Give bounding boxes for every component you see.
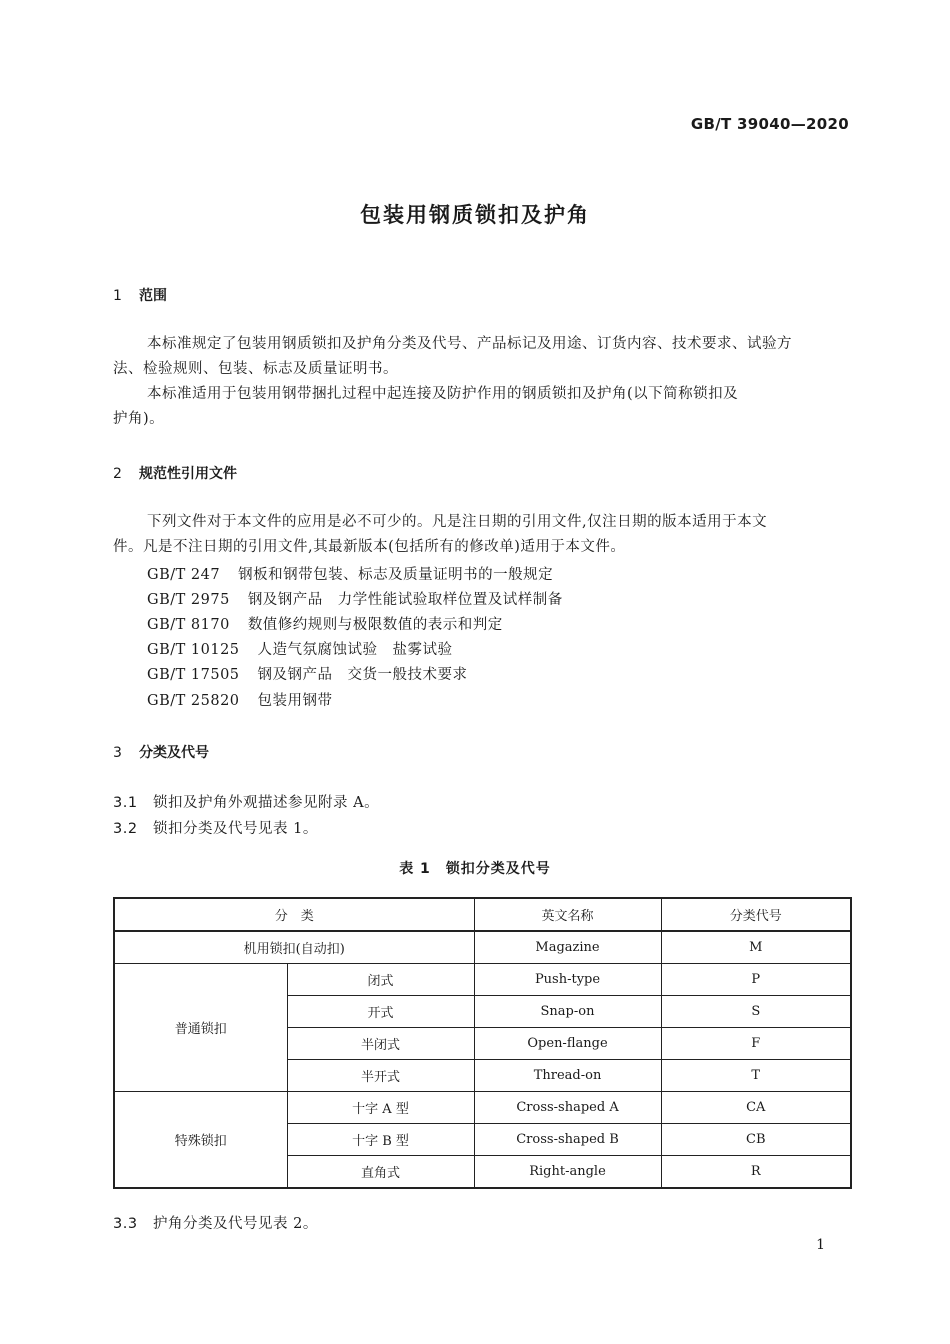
- cell-code: T: [661, 1060, 851, 1092]
- paragraph-line: 本标准规定了包装用钢质锁扣及护角分类及代号、产品标记及用途、订货内容、技术要求、试验方: [147, 336, 792, 352]
- cell-group: 普通锁扣: [114, 964, 287, 1092]
- clause-number: 3.3: [113, 1216, 138, 1232]
- section-3-heading: [113, 742, 209, 762]
- standard-number: GB/T 39040—2020: [690, 115, 849, 133]
- document-title: 包装用钢质锁扣及护角: [360, 203, 590, 227]
- paragraph-line: 护角)。: [113, 411, 165, 427]
- cell-group: 特殊锁扣: [114, 1092, 287, 1189]
- page-number: 1: [816, 1237, 825, 1253]
- cell-english: Cross-shaped B: [474, 1124, 661, 1156]
- clause-text: 锁扣及护角外观描述参见附录 A。: [153, 795, 380, 811]
- section-1-paragraph-1: [113, 332, 850, 382]
- paragraph-line: 下列文件对于本文件的应用是必不可少的。凡是注日期的引用文件,仅注日期的版本适用于本文: [147, 514, 768, 530]
- section-number: 1: [113, 288, 122, 304]
- cell-code: S: [661, 996, 851, 1028]
- reference-item: [147, 689, 333, 710]
- reference-code: GB/T 2975: [147, 592, 230, 608]
- cell-code: M: [661, 931, 851, 964]
- cell-type: 开式: [287, 996, 474, 1028]
- section-1-heading: [113, 285, 167, 305]
- header-category: 分 类: [114, 898, 474, 931]
- reference-title: 钢板和钢带包装、标志及质量证明书的一般规定: [238, 567, 554, 583]
- cell-code: CB: [661, 1124, 851, 1156]
- clause-3-2: [113, 817, 318, 838]
- paragraph-line: 本标准适用于包装用钢带捆扎过程中起连接及防护作用的钢质锁扣及护角(以下简称锁扣及: [147, 386, 739, 402]
- paragraph-line: 件。凡是不注日期的引用文件,其最新版本(包括所有的修改单)适用于本文件。: [113, 539, 626, 555]
- section-title: 规范性引用文件: [139, 466, 237, 482]
- cell-english: Right-angle: [474, 1156, 661, 1189]
- cell-type: 半开式: [287, 1060, 474, 1092]
- table-1: [113, 897, 852, 1189]
- cell-type: 机用锁扣(自动扣): [114, 931, 474, 964]
- reference-title: 钢及钢产品 交货一般技术要求: [257, 667, 468, 683]
- reference-title: 人造气氛腐蚀试验 盐雾试验: [257, 642, 453, 658]
- clause-text: 护角分类及代号见表 2。: [153, 1216, 318, 1232]
- cell-type: 十字 B 型: [287, 1124, 474, 1156]
- cell-code: F: [661, 1028, 851, 1060]
- reference-title: 数值修约规则与极限数值的表示和判定: [247, 617, 503, 633]
- section-2-paragraph: [113, 510, 850, 560]
- clause-text: 锁扣分类及代号见表 1。: [153, 821, 318, 837]
- reference-item: [147, 663, 468, 684]
- section-number: 3: [113, 745, 122, 761]
- reference-code: GB/T 25820: [147, 693, 240, 709]
- cell-code: CA: [661, 1092, 851, 1124]
- cell-type: 半闭式: [287, 1028, 474, 1060]
- table-row: [114, 964, 851, 996]
- cell-english: Open-flange: [474, 1028, 661, 1060]
- reference-item: [147, 588, 563, 609]
- header-code: 分类代号: [661, 898, 851, 931]
- clause-3-3: [113, 1212, 318, 1233]
- reference-item: [147, 563, 553, 584]
- cell-type: 闭式: [287, 964, 474, 996]
- cell-code: R: [661, 1156, 851, 1189]
- table-row: [114, 931, 851, 964]
- cell-english: Cross-shaped A: [474, 1092, 661, 1124]
- reference-title: 包装用钢带: [257, 693, 333, 709]
- cell-english: Thread-on: [474, 1060, 661, 1092]
- reference-item: [147, 613, 503, 634]
- table-1-title: 表 1 锁扣分类及代号: [399, 861, 551, 877]
- cell-type: 十字 A 型: [287, 1092, 474, 1124]
- table-header-row: [114, 898, 851, 931]
- clause-number: 3.1: [113, 795, 138, 811]
- table-row: [114, 1092, 851, 1124]
- cell-code: P: [661, 964, 851, 996]
- section-title: 范围: [139, 288, 167, 304]
- section-1-paragraph-2: [113, 382, 850, 432]
- cell-english: Push-type: [474, 964, 661, 996]
- clause-number: 3.2: [113, 821, 138, 837]
- cell-english: Snap-on: [474, 996, 661, 1028]
- header-english: 英文名称: [474, 898, 661, 931]
- clause-3-1: [113, 791, 379, 812]
- section-2-heading: [113, 463, 237, 483]
- reference-item: [147, 638, 453, 659]
- section-number: 2: [113, 466, 122, 482]
- cell-type: 直角式: [287, 1156, 474, 1189]
- cell-english: Magazine: [474, 931, 661, 964]
- section-title: 分类及代号: [139, 745, 209, 761]
- reference-code: GB/T 17505: [147, 667, 240, 683]
- paragraph-line: 法、检验规则、包装、标志及质量证明书。: [113, 361, 398, 377]
- reference-title: 钢及钢产品 力学性能试验取样位置及试样制备: [247, 592, 563, 608]
- reference-code: GB/T 10125: [147, 642, 240, 658]
- reference-code: GB/T 8170: [147, 617, 230, 633]
- reference-code: GB/T 247: [147, 567, 221, 583]
